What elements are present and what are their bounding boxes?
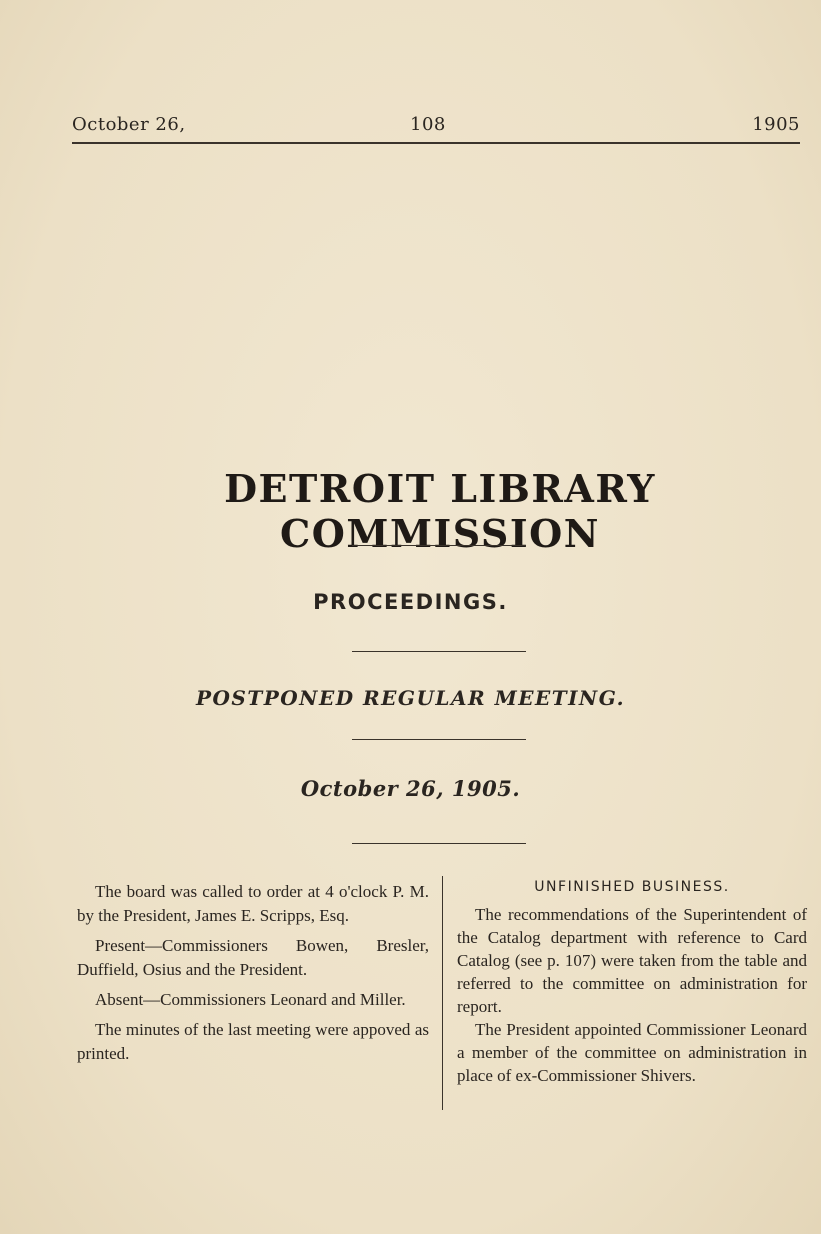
divider-rule-3	[352, 739, 526, 740]
paragraph-present: Present—Commissioners Bowen, Bresler, Duffield, Osius and the President.	[77, 936, 429, 979]
paragraph-minutes: The minutes of the last meeting were appoved as printed.	[77, 1020, 429, 1063]
running-head-year: 1905	[752, 114, 800, 135]
divider-rule-2	[352, 651, 526, 652]
running-head-date: October 26,	[72, 114, 186, 135]
section-heading-unfinished-business: UNFINISHED BUSINESS.	[534, 879, 730, 895]
running-head	[72, 114, 800, 144]
right-column	[457, 876, 807, 1087]
page-title: DETROIT LIBRARY COMMISSION	[224, 466, 656, 556]
divider-rule-4	[352, 843, 526, 844]
proceedings-heading: PROCEEDINGS.	[313, 590, 508, 614]
paragraph-recommendations: The recommendations of the Superintendent of the Catalog department with reference to Card Catalog (see p. 107) were taken from the table and referred to the committee on administration for report.	[457, 905, 807, 1016]
paragraph-absent: Absent—Commissioners Leonard and Miller.	[95, 990, 406, 1009]
divider-rule-1	[352, 545, 526, 546]
left-column	[77, 880, 429, 1072]
column-divider	[442, 876, 443, 1110]
paragraph-appointment: The President appointed Commissioner Leonard a member of the committee on administration in place of ex-Commissioner Shivers.	[457, 1020, 807, 1085]
meeting-date: October 26, 1905.	[300, 776, 521, 801]
paragraph-call-to-order: The board was called to order at 4 o'clock P. M. by the President, James E. Scripps, Esq.	[77, 882, 429, 925]
header-rule	[72, 142, 800, 144]
meeting-type-heading: POSTPONED REGULAR MEETING.	[195, 686, 626, 710]
page-number: 108	[410, 114, 446, 135]
